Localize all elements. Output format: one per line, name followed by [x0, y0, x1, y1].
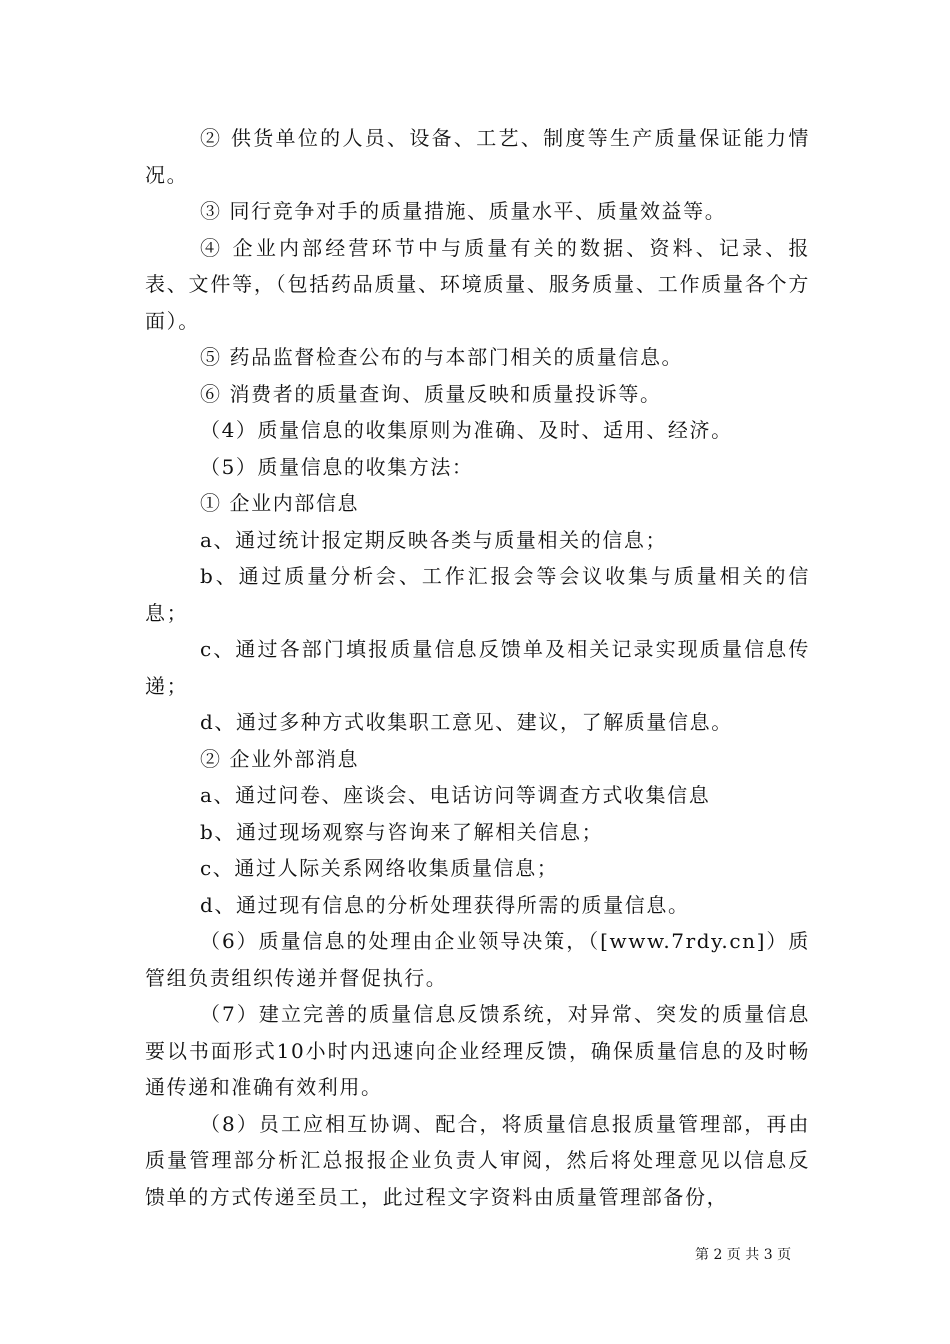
paragraph-competitor-quality: ③ 同行竞争对手的质量措施、质量水平、质量效益等。 — [200, 199, 727, 223]
paragraph-internal-b: b、通过质量分析会、工作汇报会等会议收集与质量相关的信息； — [145, 564, 810, 625]
paragraph-external-b: b、通过现场观察与咨询来了解相关信息； — [200, 819, 604, 844]
paragraph-internal-d: d、通过多种方式收集职工意见、建议，了解质量信息。 — [200, 710, 733, 734]
paragraph-staff-coordination: （8）员工应相互协调、配合，将质量信息报质量管理部，再由质量管理部分析汇总报报企业负责人审阅，然后将处理意见以信息反馈单的方式传递至员工，此过程文字资料由质量管理部备份， — [145, 1111, 810, 1209]
paragraph-feedback-system: （7）建立完善的质量信息反馈系统，对异常、突发的质量信息要以书面形式10小时内迅速向企业经理反馈，确保质量信息的及时畅通传递和准确有效利用。 — [145, 1002, 810, 1099]
paragraph-consumer-feedback: ⑥ 消费者的质量查询、质量反映和质量投诉等。 — [200, 381, 662, 406]
paragraph-internal-c: c、通过各部门填报质量信息反馈单及相关记录实现质量信息传递； — [145, 637, 810, 698]
paragraph-info-processing: （6）质量信息的处理由企业领导决策，（[www.7rdy.cn]）质管组负责组织传递并督促执行。 — [145, 929, 810, 990]
paragraph-external-d: d、通过现有信息的分析处理获得所需的质量信息。 — [200, 892, 690, 917]
paragraph-collection-method: （5）质量信息的收集方法： — [200, 454, 474, 479]
paragraph-collection-principle: （4）质量信息的收集原则为准确、及时、适用、经济。 — [200, 418, 733, 442]
paragraph-internal-a: a、通过统计报定期反映各类与质量相关的信息； — [200, 527, 668, 552]
paragraph-internal-info-heading: ① 企业内部信息 — [200, 491, 360, 515]
paragraph-internal-data: ④ 企业内部经营环节中与质量有关的数据、资料、记录、报表、文件等，（包括药品质量、环境质量、服务质量、工作质量各个方面）。 — [145, 235, 810, 333]
document-body — [145, 120, 810, 1215]
paragraph-supplier-capability: ② 供货单位的人员、设备、工艺、制度等生产质量保证能力情况。 — [145, 126, 810, 187]
paragraph-external-info-heading: ② 企业外部消息 — [200, 746, 360, 771]
paragraph-external-c: c、通过人际关系网络收集质量信息； — [200, 856, 559, 880]
paragraph-drug-supervision: ⑤ 药品监督检查公布的与本部门相关的质量信息。 — [200, 345, 684, 369]
page-number: 第 2 页 共 3 页 — [695, 1247, 792, 1263]
paragraph-external-a: a、通过问卷、座谈会、电话访问等调查方式收集信息 — [200, 783, 711, 807]
